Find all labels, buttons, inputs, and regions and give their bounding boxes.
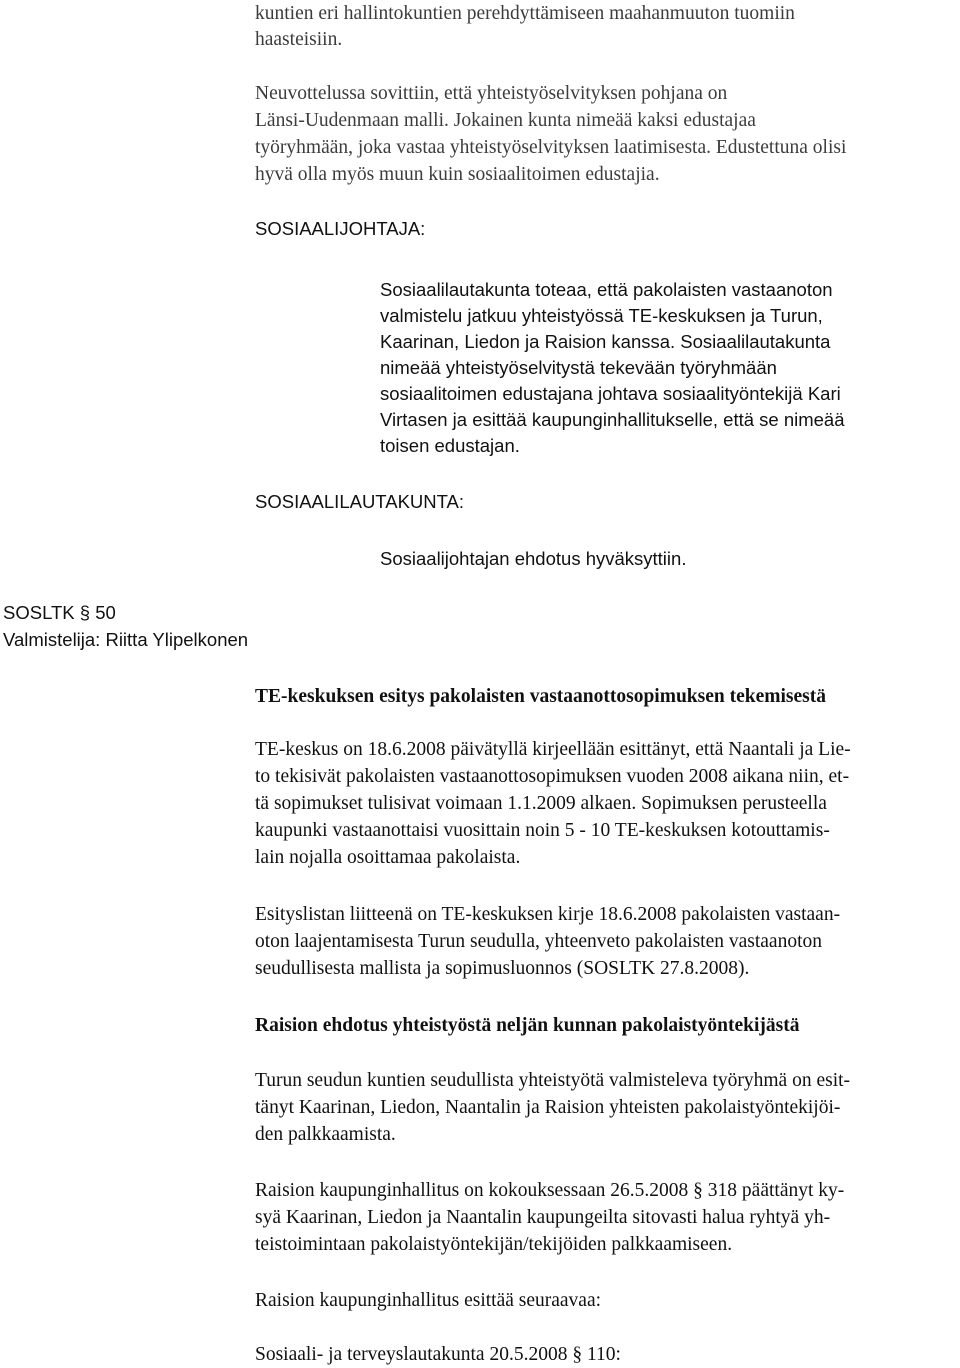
- text-line: Esityslistan liitteenä on TE-keskuksen kirje 18.6.2008 pakolaisten vastaan-: [255, 904, 841, 925]
- text-line: Sosiaali- ja terveyslautakunta 20.5.2008 § 110:: [255, 1344, 621, 1365]
- section-code: SOSLTK § 50: [3, 602, 116, 623]
- text-line: seudullisesta mallista ja sopimusluonnos (SOSLTK 27.8.2008).: [255, 958, 750, 979]
- text-line: valmistelu jatkuu yhteistyössä TE-keskuksen ja Turun,: [380, 305, 823, 326]
- text-line: työryhmään, joka vastaa yhteistyöselvityksen laatimisesta. Edustettuna olisi: [255, 137, 847, 158]
- text-line: nimeää yhteistyöselvitystä tekevään työryhmään: [380, 357, 777, 378]
- text-line: TE-keskus on 18.6.2008 päivätyllä kirjeellään esittänyt, että Naantali ja Lie-: [255, 739, 851, 760]
- text-line: lain nojalla osoittamaa pakolaista.: [255, 847, 521, 868]
- text-line: toisen edustajan.: [380, 435, 520, 456]
- preparer: Valmistelija: Riitta Ylipelkonen: [3, 629, 249, 650]
- text-line: oton laajentamisesta Turun seudulla, yhteenveto pakolaisten vastaanoton: [255, 931, 823, 952]
- section-title: TE-keskuksen esitys pakolaisten vastaanottosopimuksen tekemisestä: [255, 686, 826, 707]
- subheading: Raision ehdotus yhteistyöstä neljän kunnan pakolaistyöntekijästä: [255, 1015, 800, 1036]
- sosiaalilautakunta-heading: SOSIAALILAUTAKUNTA:: [255, 491, 465, 512]
- text-line: Virtasen ja esittää kaupunginhallitukselle, että se nimeää: [380, 409, 845, 430]
- text-line: hyvä olla myös muun kuin sosiaalitoimen edustajia.: [255, 164, 660, 185]
- text-line: Neuvottelussa sovittiin, että yhteistyöselvityksen pohjana on: [255, 83, 728, 104]
- text-line: Raision kaupunginhallitus esittää seuraavaa:: [255, 1290, 602, 1311]
- text-line: Länsi-Uudenmaan malli. Jokainen kunta nimeää kaksi edustajaa: [255, 110, 756, 131]
- text-line: tä sopimukset tulisivat voimaan 1.1.2009 alkaen. Sopimuksen perusteella: [255, 793, 827, 814]
- sosiaalijohtaja-heading: SOSIAALIJOHTAJA:: [255, 218, 426, 239]
- text-line: teistoimintaan pakolaistyöntekijän/tekijöiden palkkaamiseen.: [255, 1234, 733, 1255]
- text-line: tänyt Kaarinan, Liedon, Naantalin ja Raision yhteisten pakolaistyöntekijöi-: [255, 1097, 841, 1118]
- text-line: kuntien eri hallintokuntien perehdyttämiseen maahanmuuton tuomiin: [255, 3, 795, 24]
- text-line: to tekisivät pakolaisten vastaanottosopimuksen vuoden 2008 aikana niin, et-: [255, 766, 850, 787]
- decision-text: Sosiaalijohtajan ehdotus hyväksyttiin.: [380, 548, 687, 569]
- text-line: kaupunki vastaanottaisi vuosittain noin 5 - 10 TE-keskuksen kotouttamis-: [255, 820, 830, 841]
- text-line: haasteisiin.: [255, 29, 343, 50]
- text-line: Turun seudun kuntien seudullista yhteistyötä valmisteleva työryhmä on esit-: [255, 1070, 851, 1091]
- text-line: sosiaalitoimen edustajana johtava sosiaalityöntekijä Kari: [380, 383, 841, 404]
- text-line: syä Kaarinan, Liedon ja Naantalin kaupungeilta sitovasti halua ryhtyä yh-: [255, 1207, 831, 1228]
- text-line: Sosiaalilautakunta toteaa, että pakolaisten vastaanoton: [380, 279, 833, 300]
- text-line: Raision kaupunginhallitus on kokouksessaan 26.5.2008 § 318 päättänyt ky-: [255, 1180, 845, 1201]
- text-line: Kaarinan, Liedon ja Raision kanssa. Sosiaalilautakunta: [380, 331, 831, 352]
- text-line: den palkkaamista.: [255, 1124, 396, 1145]
